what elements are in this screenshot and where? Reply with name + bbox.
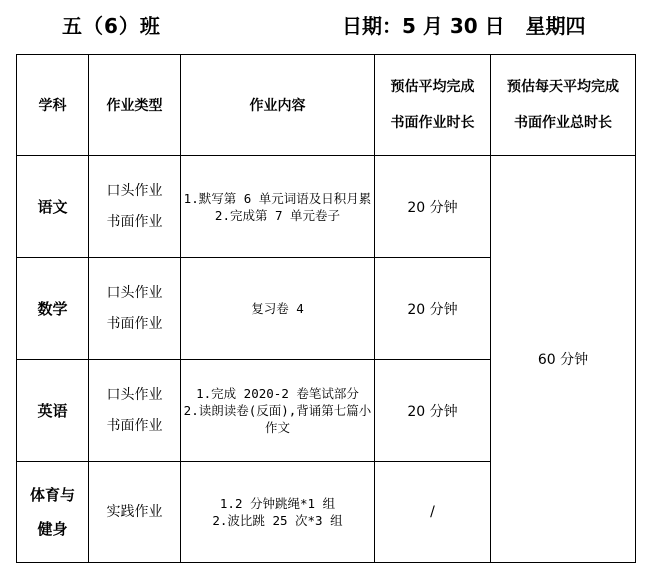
subject-cell — [17, 462, 89, 563]
type-label: 书面作业 — [106, 315, 163, 332]
content-line: 1.2 分钟跳绳*1 组 — [219, 496, 336, 511]
header-subject: 学科 — [17, 55, 89, 156]
table-header-row — [17, 55, 636, 156]
content-line: 2.波比跳 25 次*3 组 — [212, 513, 343, 528]
type-cell — [89, 462, 181, 563]
type-label: 口头作业 — [106, 284, 163, 301]
content-cell — [181, 462, 375, 563]
type-label: 实践作业 — [106, 503, 163, 520]
duration-cell: 20 分钟 — [375, 258, 491, 360]
subject-label: 健身 — [37, 520, 68, 538]
subject-label: 体育与 — [29, 486, 75, 504]
total-duration-cell: 60 分钟 — [491, 156, 636, 563]
class-title: 五（6）班 — [62, 14, 161, 38]
type-label: 口头作业 — [106, 386, 163, 403]
type-label: 口头作业 — [106, 182, 163, 199]
content-line: 复习卷 4 — [251, 301, 304, 316]
subject-cell — [17, 156, 89, 258]
type-cell — [89, 360, 181, 462]
duration-cell: 20 分钟 — [375, 360, 491, 462]
header-duration-line2: 书面作业时长 — [390, 115, 475, 131]
content-line: 1.完成 2020-2 卷笔试部分 — [196, 386, 359, 401]
subject-cell — [17, 360, 89, 462]
content-line: 2.读朗读卷(反面),背诵第七篇小作文 — [183, 403, 372, 435]
subject-label: 英语 — [37, 401, 68, 420]
type-label: 书面作业 — [106, 417, 163, 434]
date-title: 日期：5 月 30 日 星期四 — [342, 14, 586, 38]
type-cell — [89, 156, 181, 258]
subject-label: 数学 — [37, 299, 68, 318]
subject-label: 语文 — [37, 197, 68, 216]
content-line: 1.默写第 6 单元词语及日积月累 — [183, 190, 372, 206]
content-line: 2.完成第 7 单元卷子 — [214, 207, 341, 223]
duration-cell: 20 分钟 — [375, 156, 491, 258]
header-total-line2: 书面作业总时长 — [514, 115, 612, 131]
content-cell — [181, 258, 375, 360]
table-row-chinese — [17, 156, 636, 258]
header-total — [491, 55, 636, 156]
header-type: 作业类型 — [89, 55, 181, 156]
content-cell — [181, 360, 375, 462]
duration-cell: / — [375, 462, 491, 563]
header-duration-line1: 预估平均完成 — [390, 79, 475, 95]
homework-table — [16, 54, 636, 563]
header-duration — [375, 55, 491, 156]
header-total-line1: 预估每天平均完成 — [507, 79, 619, 95]
header-content: 作业内容 — [181, 55, 375, 156]
content-cell — [181, 156, 375, 258]
subject-cell — [17, 258, 89, 360]
type-label: 书面作业 — [106, 213, 163, 230]
type-cell — [89, 258, 181, 360]
